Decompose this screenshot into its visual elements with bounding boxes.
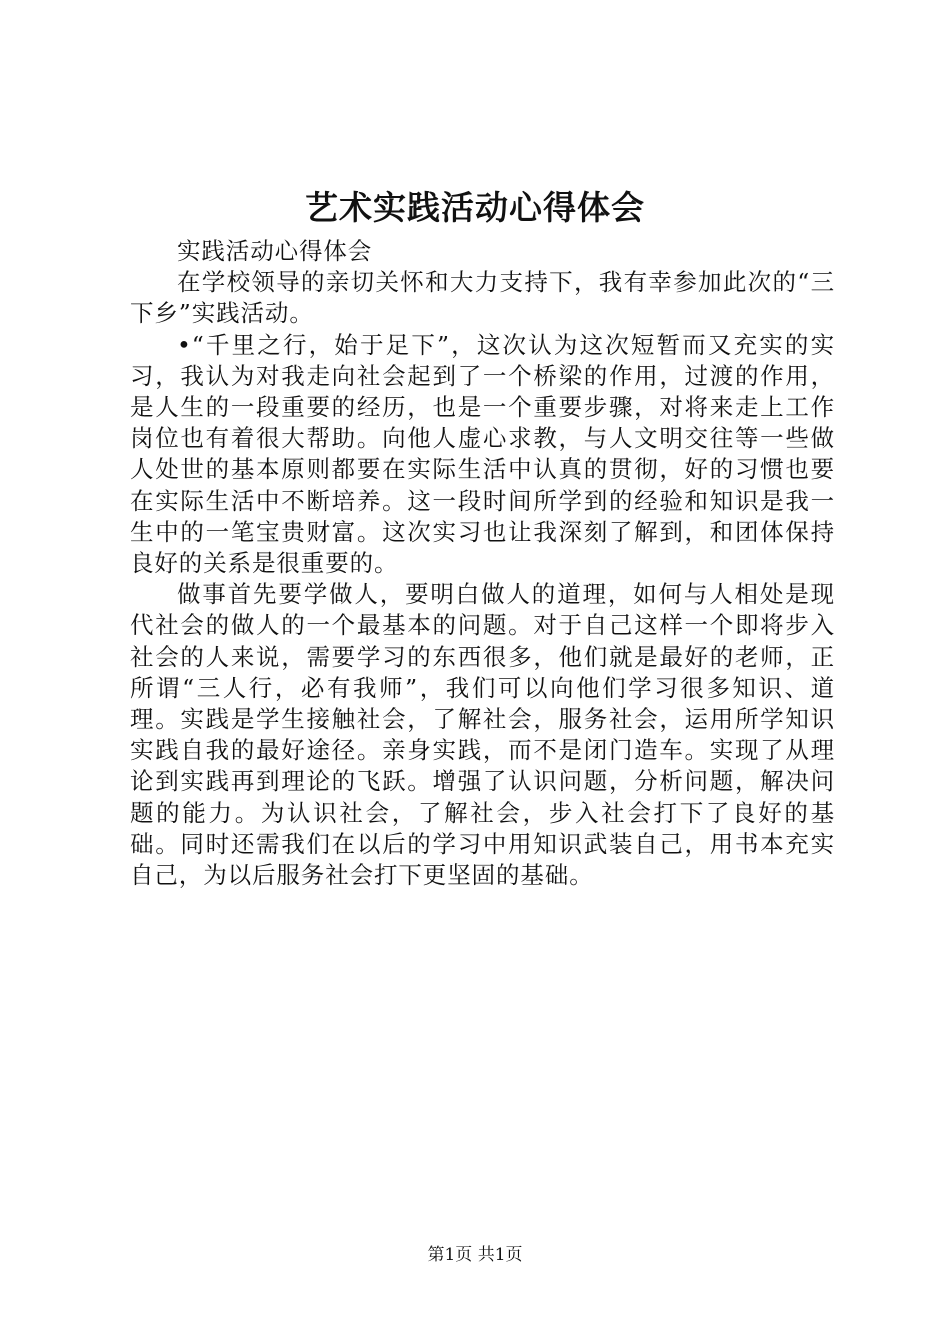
document-title: 艺术实践活动心得体会 xyxy=(305,188,645,227)
paragraph-subtitle: 实践活动心得体会 xyxy=(177,237,373,265)
paragraph-internship: •“千里之行，始于足下”，这次认为这次短暂而又充实的实习，我认为对我走向社会起到了一个桥梁的作用，过渡的作用，是人生的一段重要的经历，也是一个重要步骤，对将来走上工作岗位也有着很大帮助。向他人虚心求教，与人文明交往等一些做人处世的基本原则都要在实际生活中认真的贯彻，好的习惯也要在实际生活中不断培养。这一段时间所学到的经验和知识是我一生中的一笔宝贵财富。这次实习也让我深刻了解到，和团体保持良好的关系是很重要的。 xyxy=(130,330,835,578)
paragraph-conduct: 做事首先要学做人，要明白做人的道理，如何与人相处是现代社会的做人的一个最基本的问题。对于自己这样一个即将步入社会的人来说，需要学习的东西很多，他们就是最好的老师，正所谓“三人行，必有我师”，我们可以向他们学习很多知识、道理。实践是学生接触社会，了解社会，服务社会，运用所学知识实践自我的最好途径。亲身实践，而不是闭门造车。实现了从理论到实践再到理论的飞跃。增强了认识问题，分析问题，解决问题的能力。为认识社会，了解社会，步入社会打下了良好的基础。同时还需我们在以后的学习中用知识武装自己，用书本充实自己，为以后服务社会打下更坚固的基础。 xyxy=(130,580,835,890)
document-body xyxy=(130,236,835,891)
page-number-footer: 第1页 共1页 xyxy=(427,1245,523,1265)
paragraph-intro: 在学校领导的亲切关怀和大力支持下，我有幸参加此次的“三下乡”实践活动。 xyxy=(130,268,835,328)
